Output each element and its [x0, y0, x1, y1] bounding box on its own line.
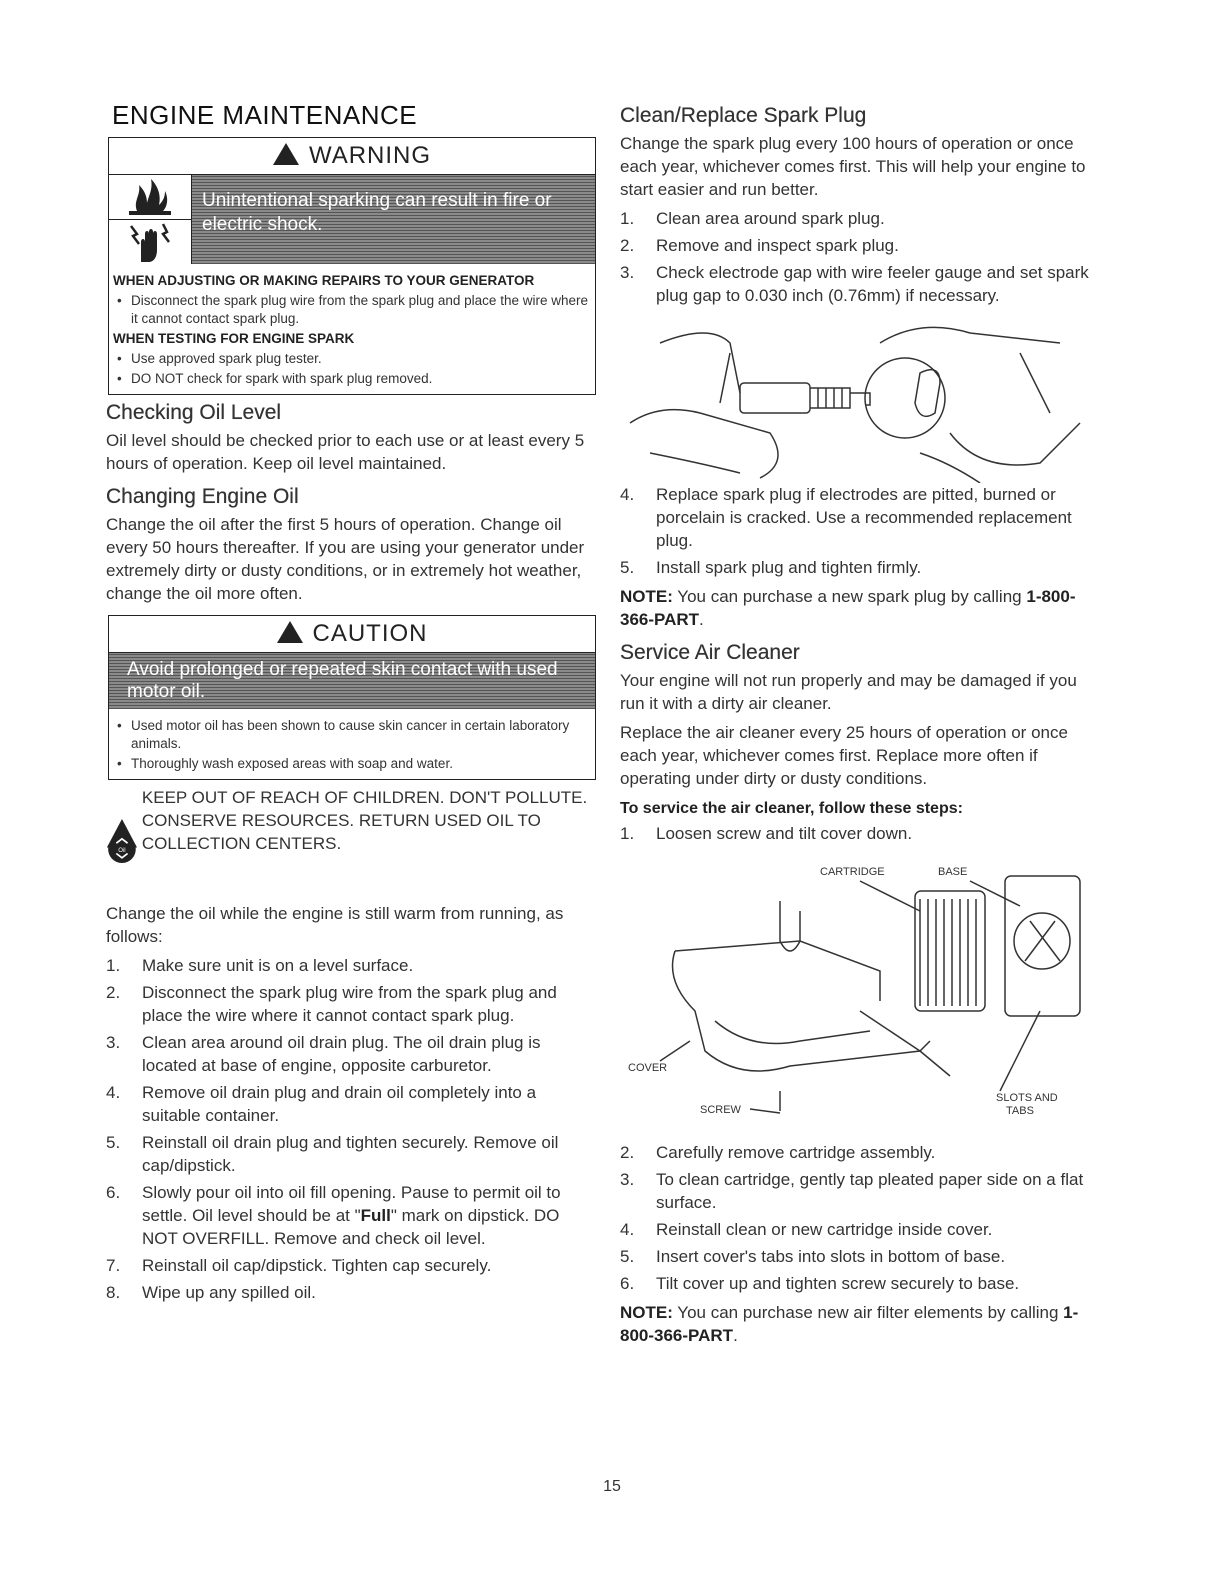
list-item: 3. Clean area around oil drain plug. The oil drain plug is located at base of engine, opposite carburetor.	[106, 1033, 541, 1075]
warning-icons	[109, 175, 192, 264]
svg-text:SLOTS AND: SLOTS AND	[996, 1092, 1058, 1104]
list-item: 6. Slowly pour oil into oil fill opening. Pause to permit oil to settle. Oil level should be at "Full" mark on dipstick. DO NOT OVERFILL. Remove and check oil level.	[106, 1183, 561, 1248]
warning-box	[108, 137, 596, 395]
warning-header	[109, 138, 595, 175]
checking-oil-heading: Checking Oil Level	[106, 401, 282, 424]
air-steps	[620, 1141, 1105, 1295]
warning-bullet: • DO NOT check for spark with spark plug removed.	[113, 370, 591, 388]
recycle-text: KEEP OUT OF REACH OF CHILDREN. DON'T POLLUTE. CONSERVE RESOURCES. RETURN USED OIL TO COLLECTION CENTERS.	[141, 788, 588, 853]
air-cleaner-illustration	[620, 851, 1100, 1141]
warning-band	[109, 175, 595, 264]
caution-bullet: • Used motor oil has been shown to cause skin cancer in certain laboratory animals.	[113, 717, 591, 753]
list-item: 7. Reinstall oil cap/dipstick. Tighten cap securely.	[106, 1256, 492, 1275]
list-item: 2. Disconnect the spark plug wire from the spark plug and place the wire where it cannot contact spark plug.	[106, 983, 557, 1025]
svg-text:BASE: BASE	[938, 866, 968, 878]
air-step-1	[620, 822, 1105, 845]
list-item: 4. Reinstall clean or new cartridge inside cover.	[620, 1220, 993, 1239]
warning-message: Unintentional sparking can result in fire or electric shock.	[192, 175, 595, 264]
warning-triangle-icon	[273, 143, 299, 165]
list-item: 1. Clean area around spark plug.	[620, 209, 885, 228]
air-cleaner-heading: Service Air Cleaner	[620, 641, 800, 664]
right-column	[620, 100, 1105, 1353]
caution-box	[108, 615, 596, 780]
checking-oil-text: Oil level should be checked prior to each use or at least every 5 hours of operation. Keep oil level maintained.	[106, 431, 585, 473]
list-item: 8. Wipe up any spilled oil.	[106, 1283, 316, 1302]
air-cleaner-p1: Your engine will not run properly and may be damaged if you run it with a dirty air cleaner.	[620, 671, 1077, 713]
list-item: 1. Make sure unit is on a level surface.	[106, 956, 414, 975]
caution-bullet: • Thoroughly wash exposed areas with soap and water.	[113, 755, 591, 773]
caution-body	[109, 709, 595, 779]
svg-text:TABS: TABS	[1006, 1105, 1034, 1117]
warning-subheading: WHEN TESTING FOR ENGINE SPARK	[113, 331, 355, 346]
page-title: ENGINE MAINTENANCE	[112, 100, 418, 130]
change-oil-steps	[106, 954, 596, 1304]
changing-oil-heading: Changing Engine Oil	[106, 485, 299, 508]
changing-oil-text: Change the oil after the first 5 hours of operation. Change oil every 50 hours thereafter. If you are using your generator under extremely dirty or dusty conditions, or in extremely hot weather, change the oil more often.	[106, 515, 585, 603]
caution-label: CAUTION	[312, 620, 428, 647]
spark-plug-heading: Clean/Replace Spark Plug	[620, 104, 867, 127]
list-item: 5. Install spark plug and tighten firmly.	[620, 558, 922, 577]
caution-header	[109, 616, 595, 653]
spark-plug-intro: Change the spark plug every 100 hours of operation or once each year, whichever comes first. This will help your engine to start easier and run better.	[620, 134, 1086, 199]
spark-plug-gap-illustration	[620, 313, 1090, 483]
list-item: 5. Insert cover's tabs into slots in bottom of base.	[620, 1247, 1006, 1266]
recycle-notice	[106, 786, 596, 896]
warning-subheading: WHEN ADJUSTING OR MAKING REPAIRS TO YOUR GENERATOR	[113, 273, 535, 288]
warning-body	[109, 264, 595, 394]
spark-note: NOTE: You can purchase a new spark plug by calling 1-800-366-PART.	[620, 587, 1076, 629]
list-item: 5. Reinstall oil drain plug and tighten securely. Remove oil cap/dipstick.	[106, 1133, 559, 1175]
list-item: 2. Carefully remove cartridge assembly.	[620, 1143, 936, 1162]
list-item: 3. To clean cartridge, gently tap pleated paper side on a flat surface.	[620, 1170, 1084, 1212]
spark-steps-a	[620, 207, 1105, 307]
svg-text:CARTRIDGE: CARTRIDGE	[820, 866, 885, 878]
change-intro: Change the oil while the engine is still warm from running, as follows:	[106, 904, 564, 946]
warning-bullet: • Use approved spark plug tester.	[113, 350, 591, 368]
caution-triangle-icon	[277, 621, 303, 643]
air-note: NOTE: You can purchase new air filter elements by calling 1-800-366-PART.	[620, 1303, 1079, 1345]
fire-icon	[109, 175, 191, 220]
air-cleaner-p2: Replace the air cleaner every 25 hours of operation or once each year, whichever comes first. Replace more often if operating under dirty or dusty conditions.	[620, 723, 1068, 788]
list-item: 6. Tilt cover up and tighten screw securely to base.	[620, 1274, 1020, 1293]
page-number: 15	[603, 1478, 621, 1495]
list-item: 2. Remove and inspect spark plug.	[620, 236, 899, 255]
spark-steps-b	[620, 483, 1105, 579]
svg-text:SCREW: SCREW	[700, 1104, 741, 1116]
warning-label: WARNING	[308, 142, 432, 169]
warning-bullet: • Disconnect the spark plug wire from the spark plug and place the wire where it cannot contact spark plug.	[113, 292, 591, 328]
list-item: 3. Check electrode gap with wire feeler gauge and set spark plug gap to 0.030 inch (0.76mm) if necessary.	[620, 263, 1089, 305]
left-column	[106, 100, 596, 1310]
list-item: 1. Loosen screw and tilt cover down.	[620, 824, 913, 843]
svg-text:COVER: COVER	[628, 1062, 668, 1074]
list-item: 4. Remove oil drain plug and drain oil completely into a suitable container.	[106, 1083, 537, 1125]
electric-shock-icon	[109, 220, 191, 264]
recycle-oil-icon	[106, 786, 138, 896]
list-item: 4. Replace spark plug if electrodes are pitted, burned or porcelain is cracked. Use a recommended replacement plug.	[620, 485, 1072, 550]
svg-text:Oil: Oil	[118, 847, 126, 854]
air-steps-label: To service the air cleaner, follow these steps:	[620, 800, 963, 817]
caution-message: Avoid prolonged or repeated skin contact with used motor oil.	[109, 653, 595, 709]
